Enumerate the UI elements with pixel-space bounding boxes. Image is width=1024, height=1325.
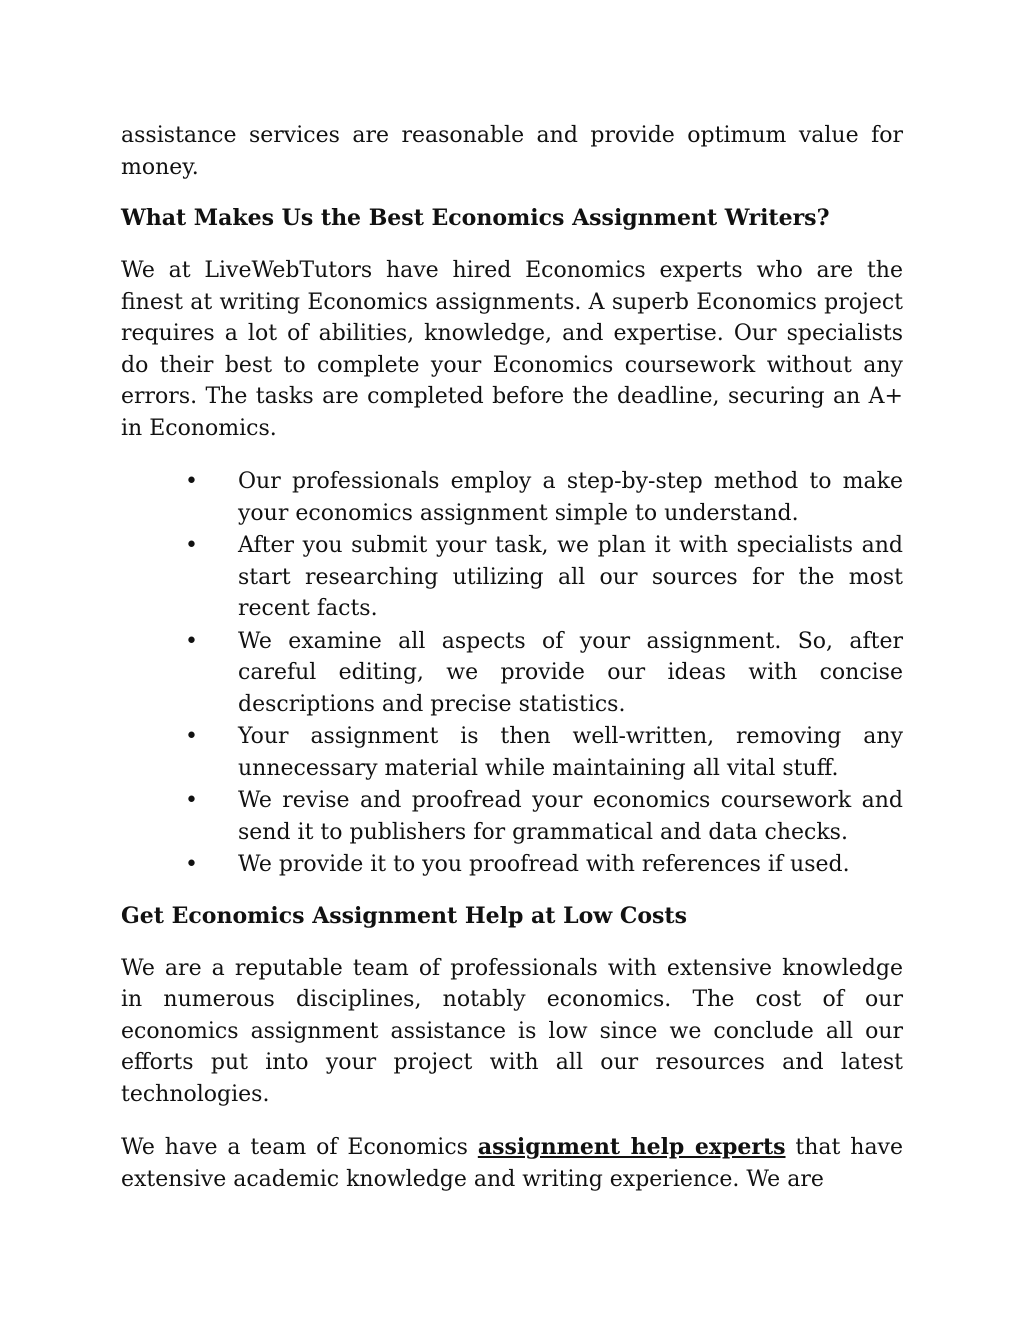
section-heading-best-writers: What Makes Us the Best Economics Assignment Writers? (121, 205, 830, 231)
intro-paragraph: We at LiveWebTutors have hired Economics experts who are the finest at writing Economics assignments. A superb Economics project requires a lot of abilities, knowledge, and expertise. Our specialists do their best to complete your Economics coursework without any errors. The tasks are completed before the deadline, securing an A+ in Economics. (121, 258, 903, 441)
experts-text-after: that have extensive academic knowledge and writing experience. We are (121, 1135, 904, 1192)
list-item (185, 626, 903, 721)
document-page (121, 120, 903, 1217)
list-item-text: We revise and proofread your economics coursework and send it to publishers for grammatical and data checks. (238, 788, 903, 845)
bullet-icon: • (185, 469, 198, 494)
bullet-icon: • (185, 533, 198, 558)
list-item (185, 721, 903, 784)
experts-text-before: We have a team of Economics (121, 1135, 478, 1160)
process-bullet-list (121, 466, 903, 881)
list-item (185, 849, 903, 881)
bullet-icon: • (185, 724, 198, 749)
bullet-icon: • (185, 788, 198, 813)
list-item-text: Our professionals employ a step-by-step method to make your economics assignment simple to understand. (238, 469, 903, 526)
list-item (185, 530, 903, 625)
list-item-text: We examine all aspects of your assignment. So, after careful editing, we provide our ideas with concise descriptions and precise statistics. (238, 628, 903, 717)
list-item-text: We provide it to you proofread with references if used. (238, 852, 850, 877)
section-heading-low-costs: Get Economics Assignment Help at Low Costs (121, 902, 687, 929)
list-item-text: Your assignment is then well-written, removing any unnecessary material while maintaining all vital stuff. (238, 724, 903, 781)
reputable-team-paragraph: We are a reputable team of professionals with extensive knowledge in numerous disciplines, notably economics. The cost of our economics assignment assistance is low since we conclude all our efforts put into your project with all our resources and latest technologies. (121, 955, 903, 1107)
assignment-help-experts-link[interactable]: assignment help experts (477, 1134, 786, 1160)
bullet-icon: • (185, 628, 198, 654)
list-item (185, 785, 903, 848)
list-item (185, 466, 903, 529)
bullet-icon: • (185, 852, 198, 877)
continued-paragraph: assistance services are reasonable and provide optimum value for money. (121, 123, 903, 180)
experts-paragraph (121, 1132, 903, 1195)
list-item-text: After you submit your task, we plan it with specialists and start researching utilizing all our sources for the most recent facts. (238, 533, 903, 621)
